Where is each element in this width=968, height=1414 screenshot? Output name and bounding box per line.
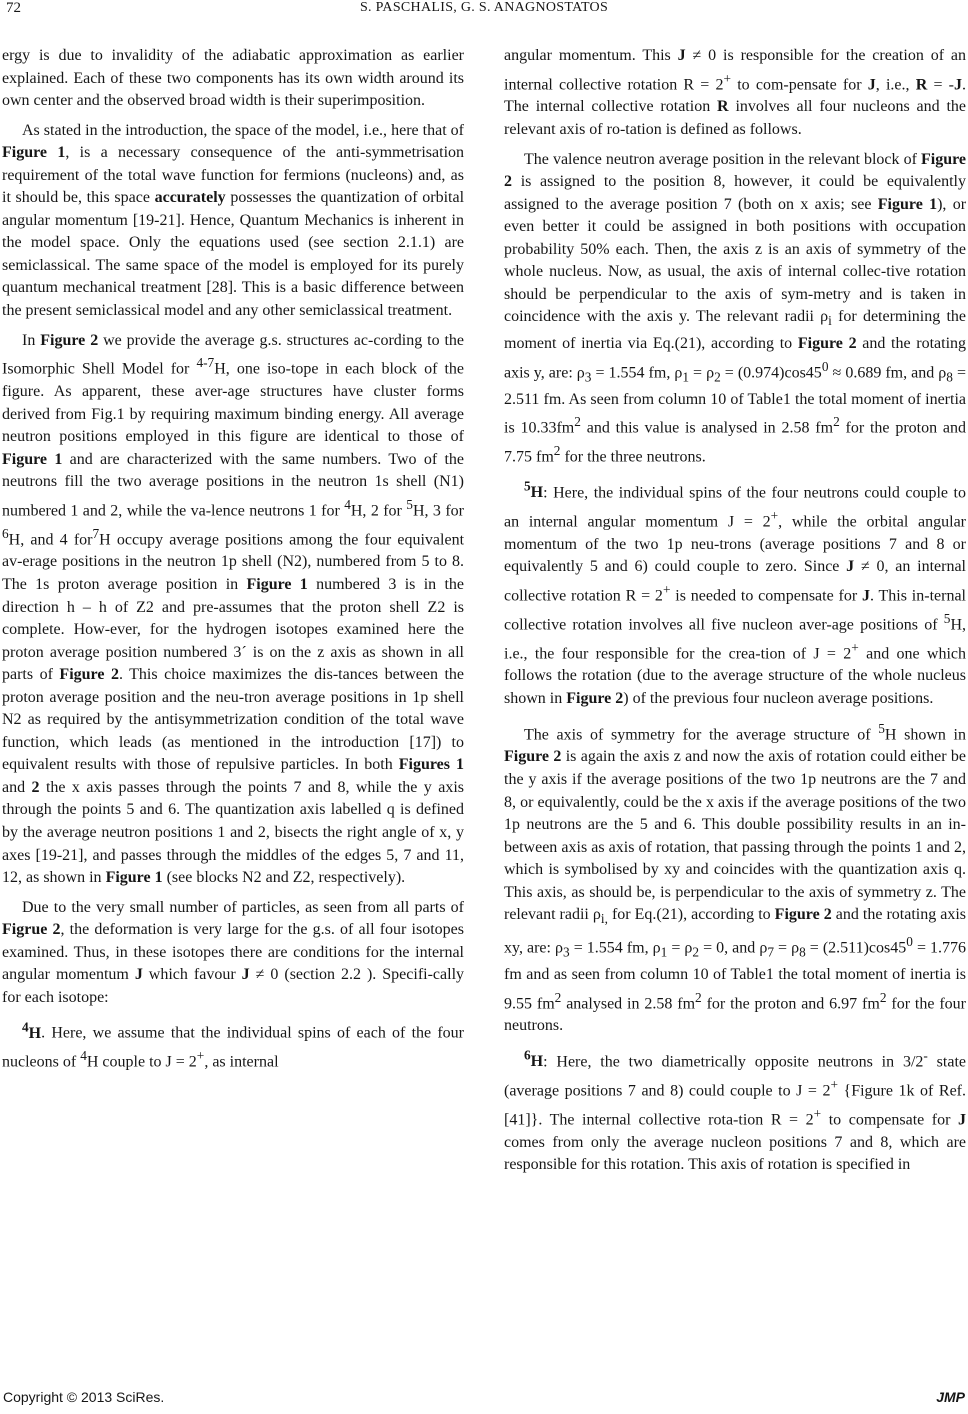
journal-name: JMP <box>936 1389 965 1405</box>
paragraph: ergy is due to invalidity of the adiabatic approximation as earlier explained. Each of these two components has its own width around its own center and the observed broad width is their superimposition. <box>2 47 464 110</box>
paragraph: $^5$H: Here, the individual spins of the four neutrons could couple to an internal angular momentum J = 2+, while the orbital angular momentum of the two 1p neu-trons (average positions 7 and 8 or equivalently 5 and 6) could couple to zero. Since J ≠ 0, an internal collective rotation R = 2+ is needed to compensate for J. This in-ternal collective rotation involves all five nucleon aver-age positions of $^5$H, i.e., the four responsible for the crea-tion of J = 2+ and one which follows the rotation (due to the average structure of the whole nucleus shown in Figure 2) of the previous four nucleon average positions. <box>504 478 967 707</box>
paragraph: In Figure 2 we provide the average g.s. structures ac-cording to the Isomorphic Shell Model for $^{4-7}$H, one iso-tope in each block of the figure. As apparent, these aver-age structures have cluster forms derived from Fig.1 by requiring maximum binding energy. All average neutron positions employed in this figure are identical to those of Figure 1 and are characterized with the same numbers. Two of the neutrons fill the two average positions in the neutron 1s shell (N1) numbered 1 and 2, while the va-lence neutrons 1 for $^4$H, 2 for $^5$H, 3 for $^6$H, and 4 for$^7$H occupy average positions among the four equivalent av-erage positions in the neutron 1p shell (N2), numbered from 5 to 8. The 1s proton average position in Figure 1 numbered 3 is in the direction h – h of Z2 and pre-assumes that the proton shell Z2 is complete. How-ever, for the hydrogen isotopes examined here the proton average position numbered 3´ is on the z axis as shown in all parts of Figure 2. This choice maximizes the dis-tances between the proton average position and the neu-tron average positions in 1p shell N2 as required by the antisymmetrization condition of the total wave function, which leads (as mentioned in the introduction [17]) to equivalent results with those of repulsive particles. In both Figures 1 and 2 the x axis passes through the points 7 and 8, while the y axis through the points 5 and 6. The quantization axis labelled q is defined by the average neutron positions 1 and 2, bisects the right angle of x, y axes [19-21], and passes through the middles of the edges 5, 7 and 11, 12, as shown in Figure 1 (see blocks N2 and Z2, respectively). <box>2 331 465 887</box>
paragraph: angular momentum. This J ≠ 0 is responsible for the creation of an internal collective rotation R = 2+ to com-pensate for J, i.e., R = -J. The internal collective rotation R involves all four nucleons and the relevant axis of ro-tation is defined as follows. <box>504 47 967 138</box>
running-head: S. PASCHALIS, G. S. ANAGNOSTATOS <box>359 0 609 15</box>
paragraph: The axis of symmetry for the average structure of $^5$H shown in Figure 2 is again the axis z and now the axis of rotation could either be the y axis if the average positions of the two 1p neutrons are the 7 and 8, or equivalently, could be the x axis if the average positions of the two 1p neutrons are the 5 and 6. This double possibility results in an in-between axis as axis of rotation, that passing through the points 1 and 2, which is symbolised by xy and coincides with the quantization axis q. This axis, as should be, is perpendicular to the axis of symmetry z. The relevant radii $\rho_{i,}$ for Eq.(21), according to Figure 2 and the rotating axis xy, are: $\rho_3 = 1.554$ fm, $\rho_1 = \rho_2 = 0$, and $\rho_7 = \rho_8 = (2.511)\cos 45^0 = 1.776$ fm and as seen from column 10 of Table1 the total moment of inertia is 9.55 $fm^2$ analysed in 2.58 $fm^2$ for the proton and 6.97 $fm^2$ for the four neutrons. <box>504 720 967 1035</box>
copyright: Copyright © 2013 SciRes. <box>3 1389 165 1405</box>
page-number: 72 <box>6 0 21 16</box>
paragraph: The valence neutron average position in the relevant block of Figure 2 is assigned to the position 8, however, it could be equivalently assigned to the average position 7 (both on x axis; see Figure 1), or even better it could be assigned in both positions with occupation probability 50% each. Then, the axis z is an axis of symmetry of the whole nucleus. Now, as usual, the axis of internal collec-tive rotation should be perpendicular to the axis of sym-metry and is taken in coincidence with the axis y. The relevant radii $\rho_i$ for determining the moment of inertia via Eq.(21), according to Figure 2 and the rotating axis y, are: $\rho_3 = 1.554$ fm, $\rho_1 = \rho_2 = (0.974)\cos 45^0 \approx 0.689$ fm, and $\rho_8 = 2.511$ fm. As seen from column 10 of Table1 the total moment of inertia is $10.33fm^2$ and this value is analysed in 2.58 $fm^2$ for the proton and 7.75 $fm^2$ for the three neutrons. <box>504 150 967 466</box>
paragraph: Due to the very small number of particles, as seen from all parts of Figrue 2, the deformation is very large for the g.s. of all four isotopes examined. Thus, in these isotopes there are conditions for the internal angular momentum J which favour J ≠ 0 (section 2.2 ). Specifi-cally for each isotope: <box>2 898 465 1006</box>
paragraph: $^6$H: Here, the two diametrically opposite neutrons in 3/2- state (average positions 7 and 8) could couple to J = 2+ {Figure 1k of Ref.[41]}. The internal collective rota-tion R = 2+ to compensate for J comes from only the average nucleon positions 7 and 8, which are responsible for this rotation. This axis of rotation is specified in <box>504 1048 967 1174</box>
paragraph: $^4$H. Here, we assume that the individual spins of each of the four nucleons of $^4$H couple to J = 2+, as internal <box>2 1019 464 1071</box>
left-column <box>2 45 464 1081</box>
right-column <box>504 45 966 1184</box>
paragraph: As stated in the introduction, the space of the model, i.e., here that of Figure 1, is a necessary consequence of the anti-symmetrisation requirement of the total wave function for fermions (nucleons) and, as it should be, this space accurately possesses the quantization of orbital angular momentum [19-21]. Hence, Quantum Mechanics is inherent in the model space. Only the equations used (see section 2.1.1) are semiclassical. The same space of the model is employed for its purely quantum mechanical treatment [28]. This is a basic difference between the present semiclassical model and any other semiclassical treatment. <box>2 121 465 320</box>
